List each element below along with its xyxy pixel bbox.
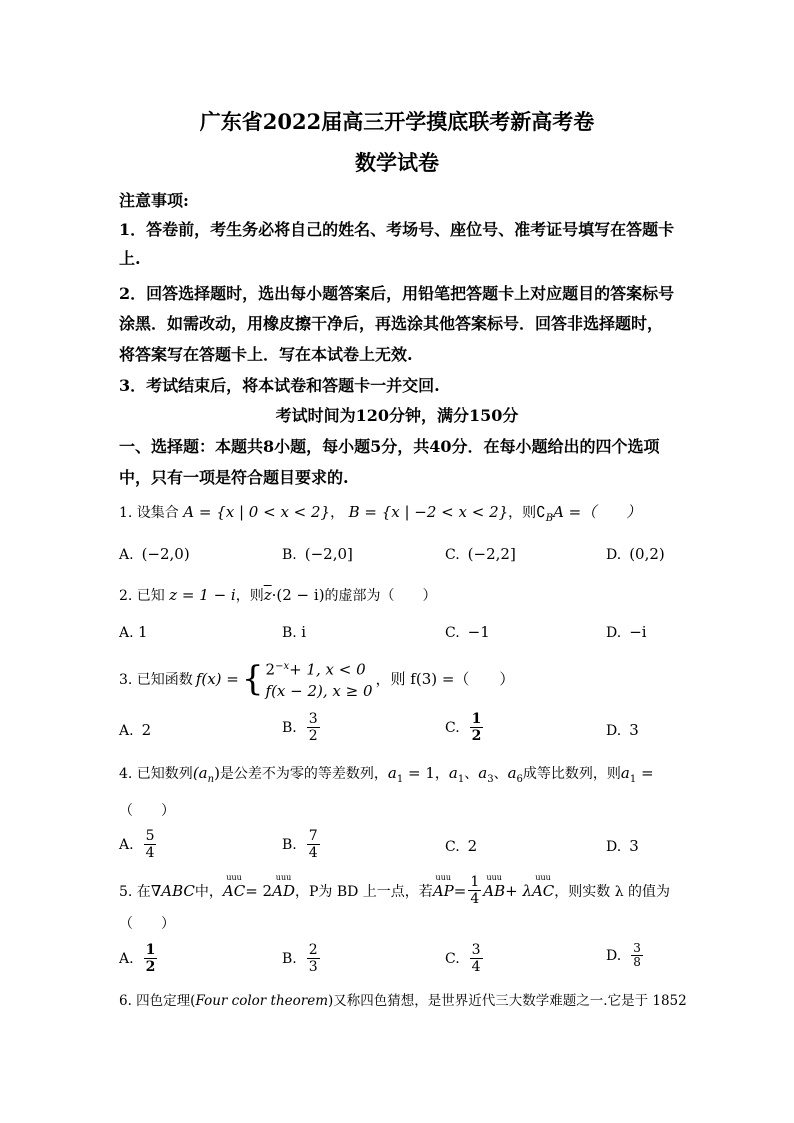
q4-option-a-num: 5 [145,828,155,844]
q4-option-b[interactable] [282,828,322,861]
q3-option-b[interactable] [282,711,322,744]
question-3 [119,657,514,701]
q5-paren: （ ） [119,916,175,932]
q5-vector-ac-arrow: uuu [226,872,242,882]
q3-option-d[interactable] [606,721,639,739]
q3-case1-rest: + 1, x < 0 [289,660,366,679]
q3-option-a-value: 2 [141,721,152,739]
q3-option-b-label: B. [282,719,297,736]
notice-heading: 注意事项: [119,191,189,210]
q4-term-2-sub: 3 [487,773,494,785]
q1-set-a: A = {x | 0 < x < 2} [183,503,331,521]
q5-option-d-fraction [631,942,643,969]
q4-option-d-label: D. [606,839,622,855]
section1-line-2: 中，只有一项是符合题目要求的. [119,468,349,487]
q1-complement-sub: B [545,512,554,524]
q1-option-a-label: A. [119,547,134,563]
q6-text-b: )又称四色猜想，是世界近代三大数学难题之一.它是于 1852 [328,993,687,1009]
q4-term-2: a [478,764,488,782]
q3-brace: { [241,658,264,699]
q1-option-a-value: (−2,0) [141,545,190,563]
question-5 [119,874,670,907]
q2-option-b-label: B. [282,625,297,641]
q2-zbar: $\overline{z}$ [263,586,272,604]
q1-set-b: B = {x | −2 < x < 2} [348,503,509,521]
q1-option-c-label: C. [445,547,460,563]
q5-vector-ad [272,872,295,900]
q3-option-a-label: A. [119,723,134,739]
q5-vector-ad-arrow: uuu [275,872,292,882]
question-6 [119,989,687,1009]
q3-option-d-label: D. [606,723,622,739]
q4-mid: 是公差不为零的等差数列， [219,766,388,782]
q4-option-d-value: 3 [629,837,639,855]
q4-eq: = [636,764,654,782]
q5-option-a[interactable] [119,942,159,975]
exam-time: 考试时间为120分钟，满分150分 [275,406,519,425]
q3-tail: ，则 f(3) =（ ） [375,670,515,689]
q5-option-b-label: B. [282,950,297,967]
q2-option-c[interactable] [445,623,490,641]
q1-option-b-value: (−2,0] [304,545,353,563]
q3-option-c-num: 1 [471,711,482,727]
question-2 [119,585,437,605]
q4-a1-sub: 1 [396,773,404,785]
q4-prefix: 4. 已知数列 [119,766,193,782]
q5-option-c-den: 4 [471,959,481,975]
q4-mid3: 成等比数列，则 [522,766,621,782]
q5-option-d-label: D. [606,947,622,964]
q5-option-b-den: 3 [308,959,318,975]
notice-line-1: 1．答卷前，考生务必将自己的姓名、考场号、座位号、准考证号填写在答题卡 [119,220,675,239]
q4-option-b-den: 4 [308,845,318,861]
q1-tail: ，则 [508,505,537,521]
exam-subtitle: 数学试卷 [355,150,439,175]
notice-line-3: 2．回答选择题时，选出每小题答案后，用铅笔把答题卡上对应题目的答案标号 [119,284,675,303]
q2-option-a[interactable] [119,623,148,641]
q3-case1-exp: −x [275,661,290,672]
q4-option-c[interactable] [445,837,477,855]
q1-option-d-value: (0,2) [629,545,665,563]
q4-option-a-den: 4 [145,845,155,861]
q3-case-1 [266,657,373,681]
q5-triangle: ∇ABC [150,881,195,900]
q3-option-b-num: 3 [308,711,318,727]
q5-vector-ap-label: AP [432,881,454,900]
q3-fx: f(x) = [195,669,239,688]
q3-case-2: f(x − 2), x ≥ 0 [265,681,373,700]
q4-mid2: ， [434,766,449,782]
q5-vector-ap-arrow: uuu [435,872,452,882]
q4-an: a [620,764,630,782]
q5-tail: ，则实数 λ 的值为 [554,883,671,900]
q3-option-d-value: 3 [629,721,639,739]
q2-option-d-label: D. [606,625,622,641]
q5-option-c-label: C. [445,950,460,967]
section1-line-1: 一、选择题：本题共8小题，每小题5分，共40分．在每小题给出的四个选项 [119,437,660,456]
q1-option-a[interactable] [119,545,190,563]
q4-seq-sub: n [207,773,215,785]
q3-prefix: 3. 已知函数 [119,671,193,688]
notice-line-2: 上. [119,249,141,268]
q4-option-b-num: 7 [308,828,318,844]
q2-option-c-label: C. [445,625,460,641]
q4-option-a-fraction [144,828,157,861]
q2-given: z = 1 − i [169,586,236,604]
q5-eq1: = 2 [245,881,273,900]
q5-vector-ap [432,872,454,900]
q5-vector-ac2-label: AC [531,881,555,900]
q5-vector-ad-label: AD [272,881,295,900]
q1-option-d-label: D. [606,547,622,563]
q4-seq-close: ) [214,764,220,782]
q5-fraction-num: 1 [470,874,480,890]
q3-option-c-den: 2 [471,728,482,744]
q1-expr-tail: A =（ ） [553,503,642,521]
q1-mid: ， [330,505,345,521]
notice-line-5: 将答案写在答题卡上．写在本试卷上无效. [119,345,413,364]
q3-option-b-den: 2 [308,728,318,744]
q5-eq2: = [453,881,467,900]
q5-option-c-num: 3 [471,942,481,958]
q3-case1-base: 2 [265,660,276,679]
q1-option-b[interactable] [282,545,353,563]
q5-vector-ab [483,872,506,900]
q4-term-3-sub: 6 [516,773,523,785]
q5-mid: 中， [194,883,223,900]
q5-fraction [468,874,481,907]
q3-option-c-label: C. [445,719,460,736]
q5-option-a-num: 1 [145,942,156,958]
q4-option-d[interactable] [606,837,639,855]
q4-a1-val: = 1 [403,764,435,782]
q4-an-sub: 1 [629,773,637,785]
q3-piecewise [242,657,373,701]
q5-option-b-fraction [307,942,320,975]
q5-option-d-num: 3 [633,941,641,955]
q5-vector-ac-label: AC [222,881,246,900]
q3-option-a[interactable] [119,721,151,739]
q5-option-a-den: 2 [145,959,156,975]
q5-plus: + λ [505,881,532,900]
q3-option-b-fraction [307,711,320,744]
q4-term-1-sub: 1 [457,773,465,785]
q5-option-a-label: A. [119,950,134,967]
q4-option-c-value: 2 [467,837,478,855]
q1-prefix: 1. 设集合 [119,505,179,521]
q5-vector-ab-arrow: uuu [486,872,502,882]
q5-vector-ac2-arrow: uuu [535,872,551,882]
q5-option-b-num: 2 [308,942,318,958]
q1-option-c[interactable] [445,545,516,563]
q2-option-d-value: −i [629,623,647,641]
q5-option-c[interactable] [445,942,485,975]
q2-option-b-value: i [301,623,307,641]
q4-paren: （ ） [119,803,175,819]
q2-option-a-value: 1 [138,623,148,641]
q3-option-c-fraction [470,711,484,744]
q2-mid: ，则 [235,588,264,604]
q6-text-a: 6. 四色定理( [119,993,196,1009]
q4-option-c-label: C. [445,839,460,855]
question-4: 4. 已知数列$(a_n)$是公差不为零的等差数列，$a_1 = 1$，$a_1$、$a_3$、$a_6$成等比数列，则$a_1$ = [119,764,654,785]
q4-option-a[interactable] [119,828,158,861]
q1-option-d[interactable] [606,545,665,563]
q1-complement: ∁ [536,503,546,521]
q2-option-d[interactable] [606,623,647,641]
q3-cases [266,657,373,701]
q5-fraction-den: 4 [470,891,480,907]
q2-expr: ·(2 − i) [271,586,325,604]
q5-option-c-fraction [470,942,483,975]
q5-option-b[interactable] [282,942,322,975]
q5-vector-ac2 [531,872,555,900]
q5-prefix: 5. 在 [119,883,151,900]
q4-option-b-label: B. [282,836,297,853]
q4-option-a-label: A. [119,836,134,853]
q1-option-b-label: B. [282,547,297,563]
q5-vector-ab-label: AB [483,881,506,900]
q4-term-3: a [507,764,517,782]
q3-option-c[interactable] [445,711,485,744]
q5-option-d-den: 8 [633,955,641,969]
question-1 [119,501,641,524]
q1-option-c-value: (−2,2] [467,545,516,563]
q2-option-b[interactable] [282,623,306,641]
q4-option-b-fraction [307,828,320,861]
q4-seq: (a [192,764,208,782]
q2-option-c-value: −1 [467,623,490,641]
q6-text-italic: Four color theorem [195,993,329,1009]
q5-vector-ac [222,872,246,900]
exam-title: 广东省2022届高三开学摸底联考新高考卷 [199,109,595,134]
q5-option-d[interactable] [606,942,645,969]
notice-line-4: 涂黑．如需改动，用橡皮擦干净后，再选涂其他答案标号．回答非选择题时， [119,314,664,333]
q4-term-1: a [448,764,458,782]
q2-prefix: 2. 已知 [119,588,165,604]
q5-option-a-fraction [144,942,158,975]
notice-line-6: 3．考试结束后，将本试卷和答题卡一并交回. [119,376,440,395]
q2-tail: 的虚部为（ ） [324,588,437,604]
q5-mid2: ，P为 BD 上一点，若 [294,883,433,900]
q4-a1: a [387,764,397,782]
q2-option-a-label: A. [119,625,134,641]
